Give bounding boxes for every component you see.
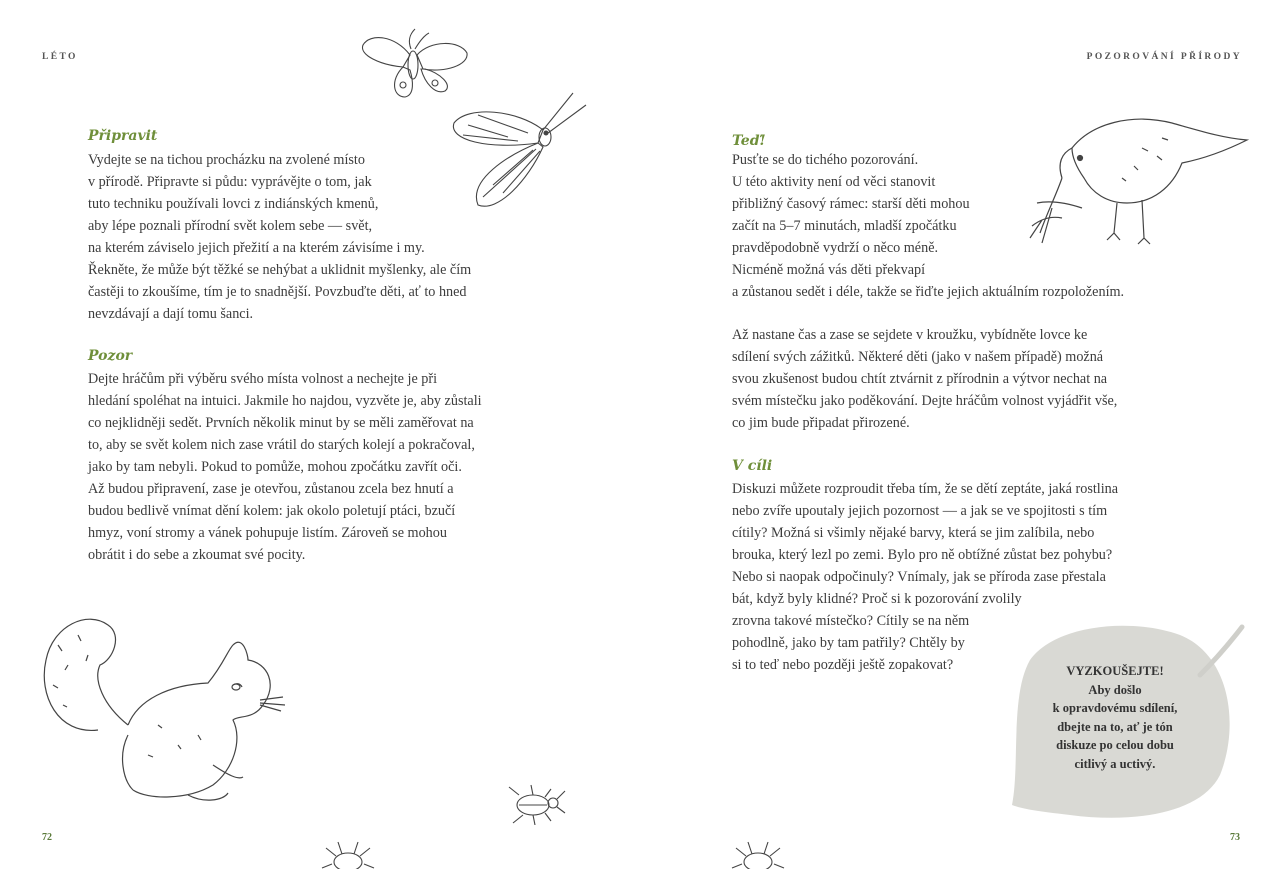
text-line: svou zkušenost budou chtít ztvárnit z přírodnin a výtvor nechat na [732,371,1108,387]
text-line: Nebo si naopak odpočinuly? Vnímaly, jak se příroda zase přestala [732,569,1106,585]
text-line: co nejklidněji sedět. Prvních několik minut by se měli zaměřovat na [88,415,474,431]
text-line: Dejte hráčům při výběru svého místa volnost a nechejte je při [88,371,438,387]
text-line: Řekněte, že může být těžké se nehýbat a uklidnit myšlenky, ale čím [88,262,472,278]
text-line: budou bedlivě vnímat dění kolem: jak okolo poletují ptáci, bzučí [88,503,456,519]
bug-illustration-icon [728,838,788,869]
text-line: Pusťte se do tichého pozorování. [732,152,919,168]
section-title-ted: Teď! [732,133,766,149]
text-line: zrovna takové místečko? Cítily se na něm [732,613,970,629]
text-line: častěji to zkoušíme, tím je to snadnější. Povzbuďte děti, ať to hned [88,284,467,300]
bird-illustration-icon [1022,108,1254,253]
text-line: brouka, který lezl po zemi. Bylo pro ně obtížné zůstat bez pohybu? [732,547,1113,563]
text-line: a zůstanou sedět i déle, takže se řiďte jejich aktuálním rozpoložením. [732,284,1125,300]
text-line: na kterém záviselo jejich přežití a na kterém závisíme i my. [88,240,425,256]
page-number-right: 73 [1230,832,1240,843]
section-title-v-cili: V cíli [732,458,773,474]
text-line: bát, když byly klidné? Proč si k pozorování zvolily [732,591,1022,607]
text-line: pravděpodobně vydrží o něco méně. [732,240,939,256]
text-line: Diskuzi můžete rozproudit třeba tím, že se dětí zeptáte, jaká rostlina [732,481,1119,497]
running-head-left: LÉTO [42,52,78,62]
text-line: to, aby se svět kolem nich zase vrátil do starých kolejí a pokračoval, [88,437,475,453]
tip-line: dbejte na to, ať je tón [1057,719,1173,734]
text-line: Nicméně možná vás děti překvapí [732,262,926,278]
text-line: v přírodě. Připravte si půdu: vyprávějte o tom, jak [88,174,372,190]
text-line: přibližný časový rámec: starší děti mohou [732,196,970,212]
text-line: pohodlně, jako by tam patřily? Chtěly by [732,635,965,651]
text-line: Až budou připravení, zase je otevřou, zůstanou zcela bez hnutí a [88,481,454,497]
text-line: Vydejte se na tichou procházku na zvolené místo [88,152,365,168]
text-line: jako by tam nebyli. Pokud to pomůže, mohou zpočátku zavřít oči. [88,459,462,475]
text-line: svém místečku jako poděkování. Dejte hráčům volnost vyjádřit vše, [732,393,1118,409]
text-line: nebo zvíře upoutaly jejich pozornost — a jak se ve spojitosti s tím [732,503,1108,519]
tip-box [1030,662,1200,773]
tip-line: k opravdovému sdílení, [1052,701,1178,715]
text-line: U této aktivity není od věci stanovit [732,174,936,190]
text-line: obrátit i do sebe a zkoumat své pocity. [88,547,306,563]
text-line: hledání spoléhat na intuici. Jakmile ho najdou, vyzvěte je, aby zůstali [88,393,482,409]
section-title-pozor: Pozor [88,348,133,364]
text-line: nevzdávají a dají tomu šanci. [88,306,254,322]
page-number-left: 72 [42,832,52,843]
tip-heading: VYZKOUŠEJTE! [1066,664,1164,678]
text-line: si to teď nebo později ještě zopakovat? [732,657,954,673]
text-line: Až nastane čas a zase se sejdete v kroužku, vybídněte lovce ke [732,327,1088,343]
tip-line: diskuze po celou dobu [1056,738,1174,752]
running-head-right: POZOROVÁNÍ PŘÍRODY [1086,52,1242,62]
text-line: začít na 5–7 minutách, mladší zpočátku [732,218,957,234]
squirrel-illustration-icon [38,605,298,810]
section-title-pripravit: Připravit [88,128,158,144]
beetle-illustration-icon [505,783,567,825]
text-line: cítily? Možná si všimly nějaké barvy, která se jim zalíbila, nebo [732,525,1095,541]
text-line: aby lépe poznali přírodní svět kolem sebe — svět, [88,218,373,234]
text-line: co jim bude připadat přirozené. [732,415,910,431]
text-line: hmyz, voní stromy a vánek pohupuje listím. Zároveň se mohou [88,525,447,541]
bug-illustration-icon [318,838,378,869]
text-line: sdílení svých zážitků. Některé děti (jako v našem případě) možná [732,349,1104,365]
moth-large-illustration-icon [448,85,588,215]
tip-line: Aby došlo [1088,682,1142,697]
tip-line: citlivý a uctivý. [1074,756,1156,771]
text-line: tuto techniku používali lovci z indiánských kmenů, [88,196,379,212]
